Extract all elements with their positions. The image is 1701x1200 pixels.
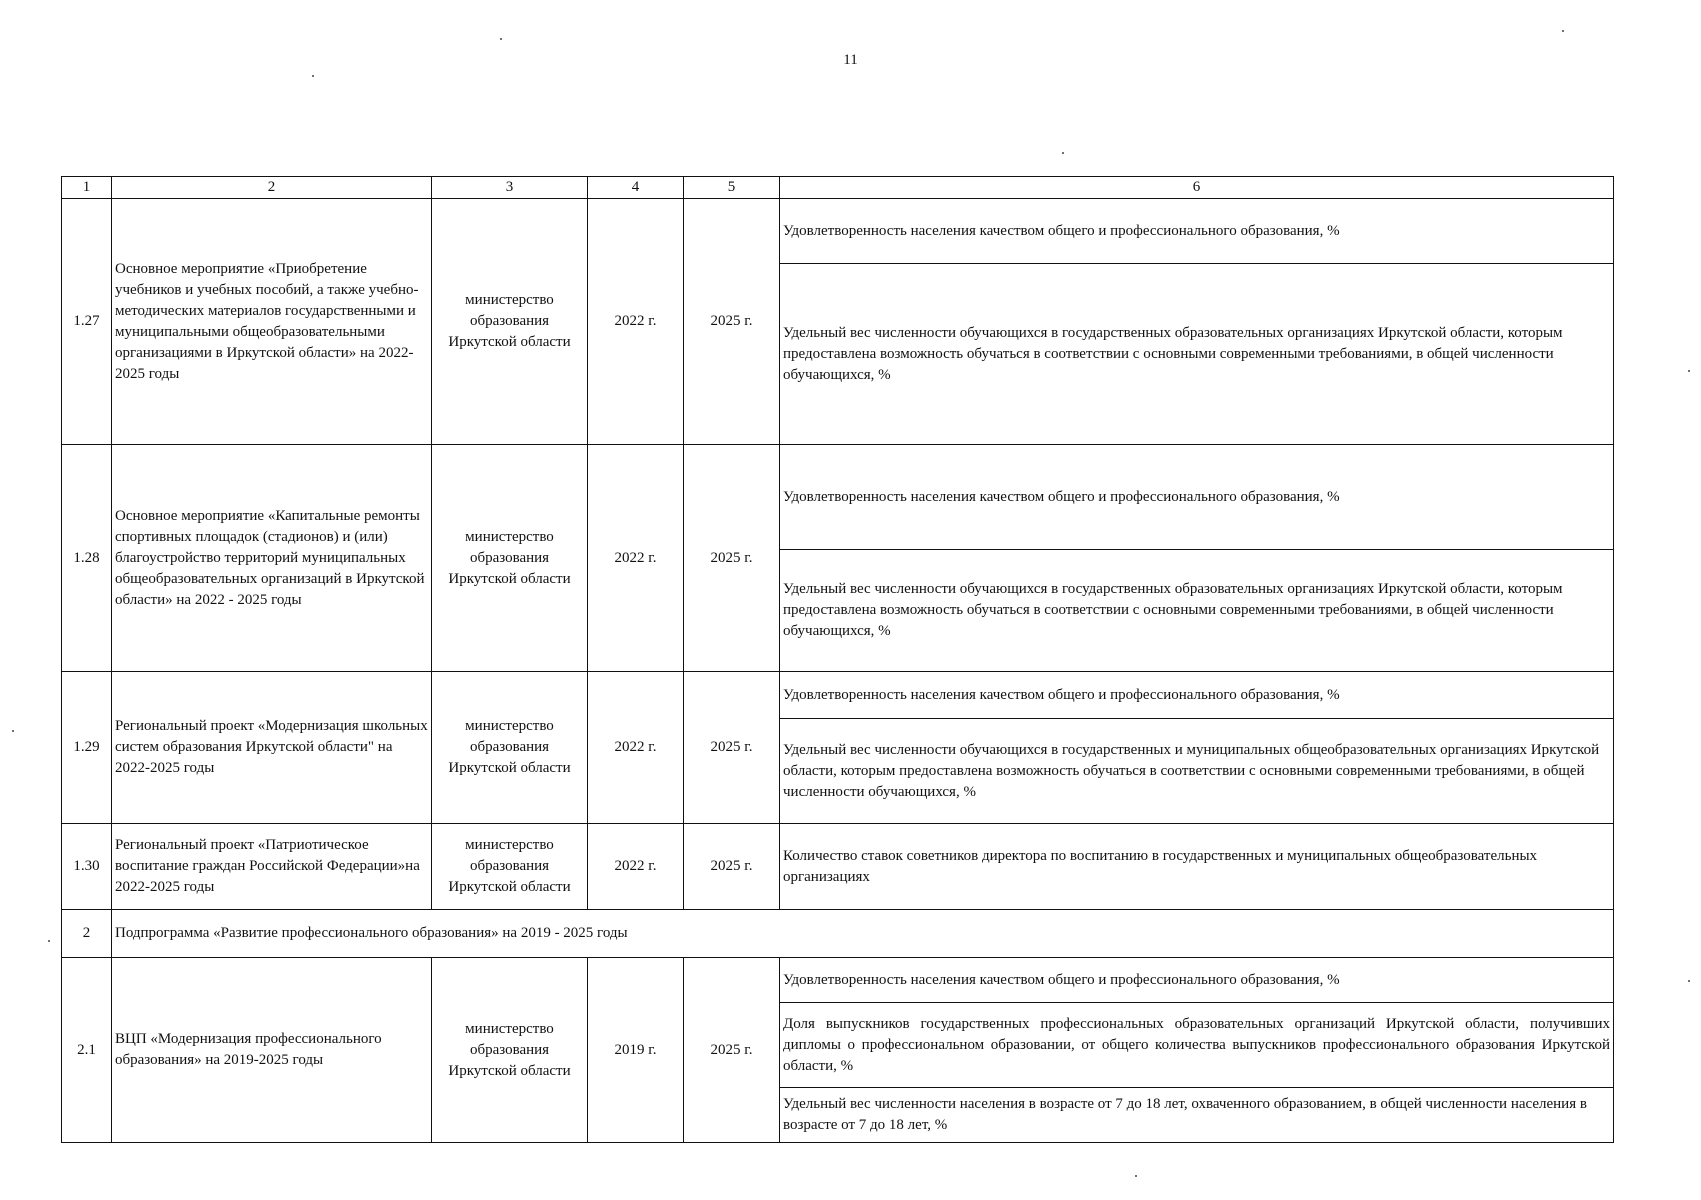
- header-col-1: 1: [62, 177, 112, 199]
- header-col-6: 6: [780, 177, 1614, 199]
- executor: министерство образования Иркутской области: [432, 672, 588, 824]
- scan-speck: [48, 940, 50, 942]
- executor: министерство образования Иркутской области: [432, 958, 588, 1143]
- start-year: 2022 г.: [588, 824, 684, 910]
- table-row: [62, 445, 1614, 672]
- program-measures-table: [61, 176, 1614, 1143]
- row-number: 1.27: [62, 199, 112, 445]
- subprogram-row: [62, 910, 1614, 958]
- indicators-cell: [780, 445, 1614, 672]
- scan-speck: [312, 75, 314, 77]
- row-number: 2.1: [62, 958, 112, 1143]
- indicator: Удовлетворенность населения качеством общего и профессионального образования, %: [783, 222, 1340, 239]
- start-year: 2022 г.: [588, 672, 684, 824]
- header-row: [62, 177, 1614, 199]
- indicator: Удовлетворенность населения качеством общего и профессионального образования, %: [783, 971, 1340, 988]
- indicator: Удовлетворенность населения качеством общего и профессионального образования, %: [783, 488, 1340, 505]
- table-row: [62, 958, 1614, 1143]
- indicator: Количество ставок советников директора по воспитанию в государственных и муниципальных общеобразовательных организациях: [780, 824, 1614, 910]
- row-number: 1.28: [62, 445, 112, 672]
- table-row: [62, 824, 1614, 910]
- end-year: 2025 г.: [684, 672, 780, 824]
- scan-speck: [1688, 980, 1690, 982]
- indicators-cell: [780, 958, 1614, 1143]
- scan-speck: [12, 730, 14, 732]
- header-col-4: 4: [588, 177, 684, 199]
- indicator: Удовлетворенность населения качеством общего и профессионального образования, %: [783, 686, 1340, 703]
- scan-speck: [1135, 1175, 1137, 1177]
- measure-name: Основное мероприятие «Капитальные ремонты спортивных площадок (стадионов) и (или) благоустройство территорий муниципальных общеобразовательных организаций в Иркутской области» на 2022 - 2025 годы: [112, 445, 432, 672]
- executor: министерство образования Иркутской области: [432, 445, 588, 672]
- scan-speck: [500, 38, 502, 40]
- indicator: Доля выпускников государственных профессиональных образовательных организаций Иркутской области, получивших дипломы о профессиональном образовании, от общего количества выпускников профессионального образования Иркутской области, %: [780, 1002, 1613, 1087]
- start-year: 2022 г.: [588, 199, 684, 445]
- end-year: 2025 г.: [684, 445, 780, 672]
- table-row: [62, 672, 1614, 824]
- subprogram-number: 2: [62, 910, 112, 958]
- page-number: 11: [843, 52, 858, 68]
- measure-name: Региональный проект «Патриотическое воспитание граждан Российской Федерации»на 2022-2025 годы: [112, 824, 432, 910]
- end-year: 2025 г.: [684, 199, 780, 445]
- measure-name: Основное мероприятие «Приобретение учебников и учебных пособий, а также учебно-методических материалов государственными и муниципальными общеобразовательными организациями в Иркутской области» на 2022-2025 годы: [112, 199, 432, 445]
- header-col-5: 5: [684, 177, 780, 199]
- end-year: 2025 г.: [684, 958, 780, 1143]
- subprogram-title: Подпрограмма «Развитие профессионального образования» на 2019 - 2025 годы: [112, 910, 1614, 958]
- indicator: Удельный вес численности обучающихся в государственных образовательных организациях Иркутской области, которым предоставлена возможность обучаться в соответствии с основными современными требованиями, в общей численности обучающихся, %: [780, 263, 1613, 444]
- table-row: [62, 199, 1614, 445]
- row-number: 1.30: [62, 824, 112, 910]
- start-year: 2022 г.: [588, 445, 684, 672]
- indicator: Удельный вес численности населения в возрасте от 7 до 18 лет, охваченного образованием, в общей численности населения в возрасте от 7 до 18 лет, %: [780, 1087, 1613, 1142]
- scan-speck: [1688, 370, 1690, 372]
- scan-speck: [1062, 152, 1064, 154]
- row-number: 1.29: [62, 672, 112, 824]
- indicator: Удельный вес численности обучающихся в государственных образовательных организациях Иркутской области, которым предоставлена возможность обучаться в соответствии с основными современными требованиями, в общей численности обучающихся, %: [780, 549, 1613, 671]
- scan-speck: [1562, 30, 1564, 32]
- measure-name: Региональный проект «Модернизация школьных систем образования Иркутской области" на 2022-2025 годы: [112, 672, 432, 824]
- indicators-cell: [780, 672, 1614, 824]
- header-col-2: 2: [112, 177, 432, 199]
- indicators-cell: [780, 199, 1614, 445]
- indicator: Удельный вес численности обучающихся в государственных и муниципальных общеобразовательных организациях Иркутской области, которым предоставлена возможность обучаться в соответствии с основными современными требованиями, в общей численности обучающихся, %: [780, 718, 1613, 823]
- start-year: 2019 г.: [588, 958, 684, 1143]
- executor: министерство образования Иркутской области: [432, 824, 588, 910]
- header-col-3: 3: [432, 177, 588, 199]
- end-year: 2025 г.: [684, 824, 780, 910]
- executor: министерство образования Иркутской области: [432, 199, 588, 445]
- measure-name: ВЦП «Модернизация профессионального образования» на 2019-2025 годы: [112, 958, 432, 1143]
